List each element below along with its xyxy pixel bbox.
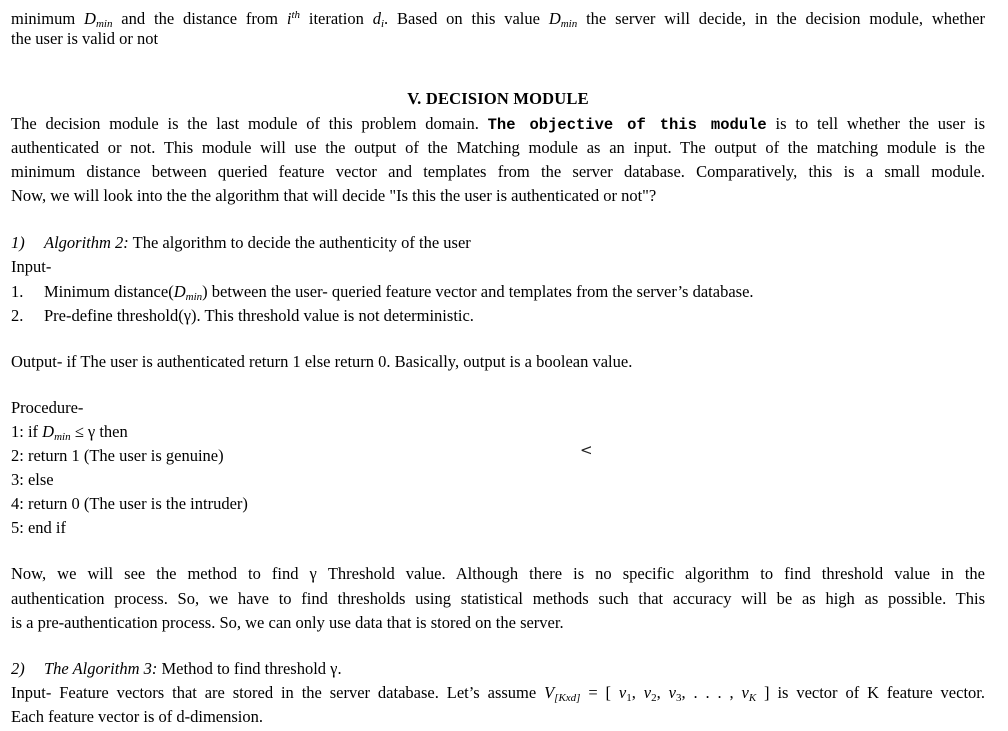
- algorithm-2-output: Output- if The user is authenticated return 1 else return 0. Basically, output is a boolean value.: [11, 352, 633, 371]
- procedure-step-5: 5: end if: [11, 518, 66, 537]
- procedure-step-2: 2: return 1 (The user is genuine): [11, 446, 224, 465]
- threshold-para-line-1: Now, we will see the method to find γ Threshold value. Although there is no specific algorithm to find threshold value in the: [11, 564, 985, 583]
- procedure-step-3: 3: else: [11, 470, 54, 489]
- threshold-para-line-2: authentication process. So, we have to find thresholds using statistical methods such that accuracy will be as high as possible. This: [11, 589, 985, 608]
- algorithm-2-input-label: Input-: [11, 257, 52, 276]
- section-para-line-1: The decision module is the last module of this problem domain. The objective of this module is to tell whether the user is: [11, 114, 985, 134]
- procedure-label: Procedure-: [11, 398, 84, 417]
- procedure-step-1: 1: if $D_{min} \le \gamma$ then: [11, 422, 128, 443]
- algorithm-2-input-item-1: 1. Minimum $distance(D_{min})$ between the user- queried feature vector and templates from the server’s database.: [11, 282, 754, 303]
- section-para-line-3: minimum distance between queried feature vector and templates from the server database. Comparatively, this is a small module.: [11, 162, 985, 181]
- intro-line-1: minimum $D_{min}$ and the distance from $i^{th}$ iteration $d_i$. Based on this value $D_{min}$ the server will decide, in the decision module, whether: [11, 9, 985, 30]
- algorithm-2-title: 1) Algorithm 2: The algorithm to decide the authenticity of the user: [11, 233, 471, 252]
- algorithm-3-input-line-2: Each feature vector is of d-dimension.: [11, 707, 263, 726]
- algorithm-3-title: 2) The Algorithm 3: Method to find threshold γ.: [11, 659, 342, 678]
- section-heading: V. DECISION MODULE: [407, 89, 589, 108]
- algorithm-2-input-item-2: 2. Pre-define threshold(γ). This threshold value is not deterministic.: [11, 306, 474, 325]
- procedure-step-4: 4: return 0 (The user is the intruder): [11, 494, 248, 513]
- section-para-line-2: authenticated or not. This module will use the output of the Matching module as an input. The output of the matching module is the: [11, 138, 985, 157]
- threshold-para-line-3: is a pre-authentication process. So, we can only use data that is stored on the server.: [11, 613, 564, 632]
- section-para-line-4: Now, we will look into the the algorithm that will decide "Is this the user is authenticated or not"?: [11, 186, 657, 205]
- algorithm-3-input-line-1: Input- Feature vectors that are stored in the server database. Let’s assume $V_{[Kxd]}$ = [ $v_1$, $v_2$, $v_3$, . . . , $v_K$ ] is vector of K feature vector.: [11, 683, 985, 704]
- mouse-cursor-icon: <: [580, 441, 593, 459]
- intro-line-2: the user is valid or not: [11, 29, 159, 48]
